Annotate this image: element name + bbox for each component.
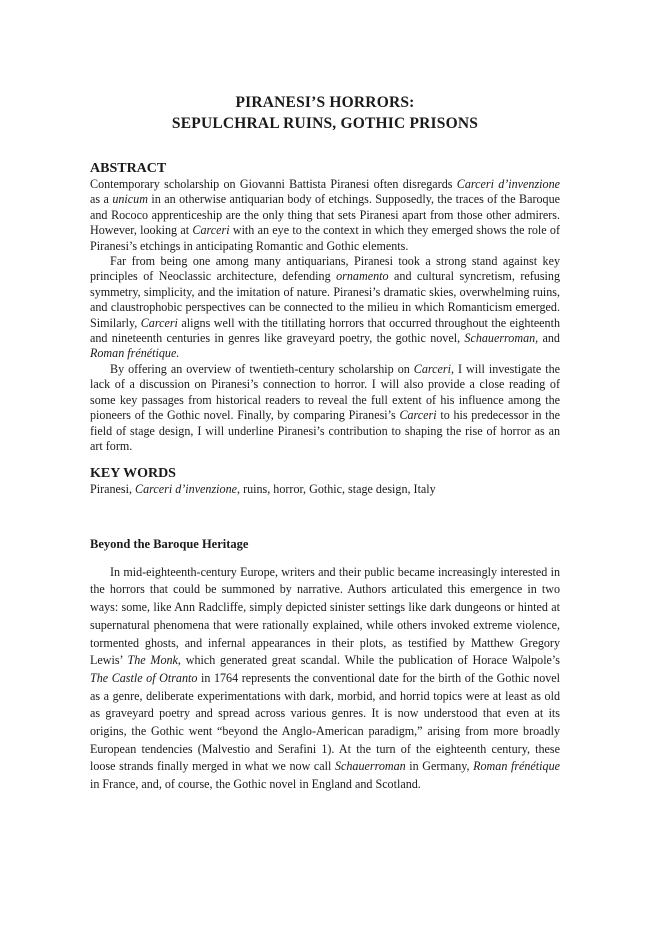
abstract-heading: ABSTRACT [90, 161, 167, 176]
document-page [90, 92, 560, 794]
italic-text: Carceri d’invenzione [135, 482, 238, 497]
keywords-list [90, 482, 560, 497]
text-run: in an otherwise antiquarian body of etchings. Supposedly, the traces of the Baroque and Rococo apprenticeship are the only thing that sets Piranesi apart from those other admirers. However, looking at [90, 192, 560, 238]
italic-text: The Castle of Otranto [90, 670, 198, 685]
italic-text: unicum [112, 192, 148, 207]
italic-text: Schauerroman, [464, 331, 539, 346]
text-run: to his predecessor in the field of stage design, I will underline Piranesi’s contribution to shaping the rise of horror as an art form. [90, 408, 560, 453]
text-run: and [538, 331, 560, 346]
italic-text: Carceri [140, 315, 178, 330]
italic-text: Roman frénétique [473, 759, 560, 774]
section-paragraph [90, 564, 560, 794]
text-run: in 1764 represents the conventional date for the birth of the Gothic novel as a genre, deliberate experimentations with dark, morbid, and horrid topics were at least as old as graveyard poetry and spread across various genres. It is now understood that even at its origins, the Gothic went “beyond the Anglo-American paradigm,” arising from more broadly European tendencies (Malvestio and Serafini 1). At the turn of the eighteenth century, these loose strands finally merged in what we now call [90, 670, 561, 774]
title-line-2: SEPULCHRAL RUINS, GOTHIC PRISONS [171, 115, 479, 132]
italic-text: Carceri d’invenzione [456, 177, 560, 191]
italic-text: Carceri [399, 408, 437, 423]
text-run: in Germany, [405, 759, 474, 774]
text-run: , I will investigate the lack of a discussion on Piranesi’s connection to horror. I will also provide a close reading of some key passages from historical readers to reveal the full extent of his influence among the pioneers of the Gothic novel. Finally, by comparing Piranesi’s [90, 361, 561, 423]
text-run: , ruins, horror, Gothic, stage design, Italy [237, 482, 436, 497]
text-run: and cultural syncretism, refusing symmetry, simplicity, and the imitation of nature. Piranesi’s dramatic skies, overwhelming ruins, and claustrophobic perspectives can be connected to the milieu in which Romanticism emerged. Similarly, [90, 269, 560, 330]
text-run: in France, and, of course, the Gothic novel in England and Scotland. [90, 777, 421, 792]
text-run: Contemporary scholarship on Giovanni Battista Piranesi often disregards [90, 177, 457, 191]
text-run: Far from being one among many antiquarians, Piranesi took a strong stand against key principles of Neoclassic architecture, defending [90, 254, 560, 284]
title-line-1: PIRANESI’S HORRORS: [235, 94, 415, 111]
text-run: Piranesi, [90, 482, 136, 497]
italic-text: Schauerroman [334, 759, 406, 774]
italic-text: Carceri [413, 361, 451, 376]
text-run: By offering an overview of twentieth-century scholarship on [110, 361, 414, 376]
section-heading: Beyond the Baroque Heritage [90, 536, 249, 551]
abstract-paragraph-1 [90, 177, 560, 254]
italic-text: Roman frénétique. [90, 346, 180, 361]
italic-text: The Monk [127, 653, 178, 668]
abstract-paragraph-2 [90, 254, 560, 362]
text-run: , which generated great scandal. While the publication of Horace Walpole’s [177, 653, 560, 668]
italic-text: Carceri [192, 223, 230, 238]
keywords-heading: KEY WORDS [90, 466, 176, 482]
italic-text: ornamento [336, 269, 389, 284]
abstract-paragraph-3 [90, 362, 560, 454]
text-run: aligns well with the titillating horrors that occurred throughout the eighteenth and nineteenth centuries in genres like graveyard poetry, the gothic novel, [90, 315, 561, 346]
text-run: as a [90, 192, 113, 207]
paper-title [90, 92, 560, 134]
text-run: with an eye to the context in which they emerged shows the role of Piranesi’s etchings in anticipating Romantic and Gothic elements. [90, 223, 560, 253]
text-run: In mid-eighteenth-century Europe, writers and their public became increasingly interested in the horrors that could be summoned by narrative. Authors articulated this emergence in two ways: some, like Ann Radcliffe, simply depicted sinister settings like dark dungeons or hinted at supernatural phenomena that were rationally explained, while others invoked extreme violence, tormented ghosts, and infernal appearances in their plots, as testified by Matthew Gregory Lewis’ [90, 564, 560, 668]
